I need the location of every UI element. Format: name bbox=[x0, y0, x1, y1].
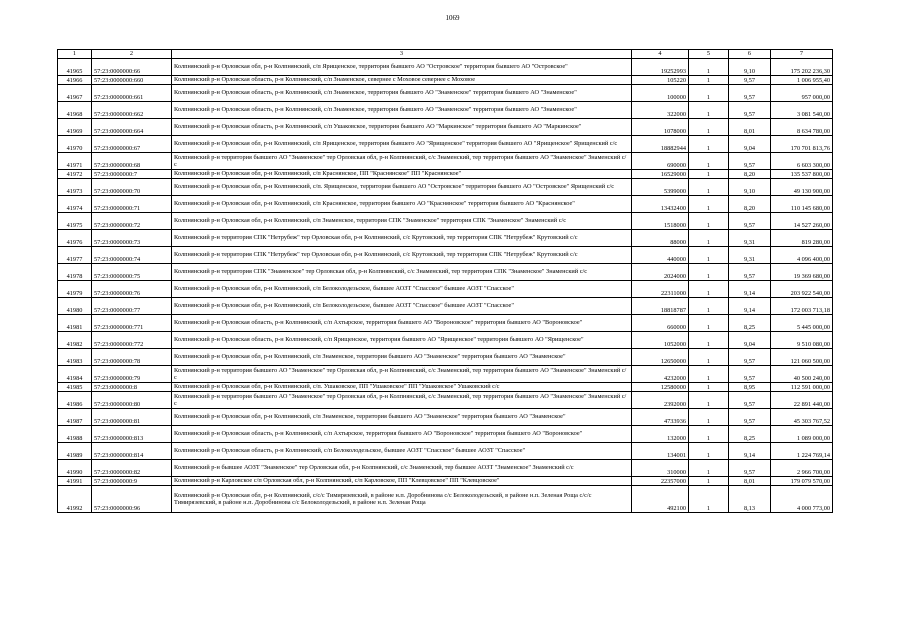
sum-value: 2 966 700,00 bbox=[771, 460, 833, 477]
cadastral-number: 57:23:0000000:79 bbox=[92, 366, 172, 383]
table-row bbox=[58, 443, 833, 460]
cadastral-number: 57:23:0000000:72 bbox=[92, 213, 172, 230]
area-value: 18882944 bbox=[632, 136, 689, 153]
area-value: 2024000 bbox=[632, 264, 689, 281]
table-row bbox=[58, 460, 833, 477]
coefficient-value: 1 bbox=[689, 281, 729, 298]
area-value: 5399000 bbox=[632, 179, 689, 196]
rate-value: 9,57 bbox=[729, 409, 771, 426]
area-value: 492100 bbox=[632, 486, 689, 513]
sum-value: 49 130 900,00 bbox=[771, 179, 833, 196]
sum-value: 957 000,00 bbox=[771, 85, 833, 102]
table-row bbox=[58, 102, 833, 119]
coefficient-value: 1 bbox=[689, 153, 729, 170]
area-value: 12580000 bbox=[632, 383, 689, 392]
column-header: 3 bbox=[172, 50, 632, 59]
sum-value: 170 701 813,76 bbox=[771, 136, 833, 153]
table-row bbox=[58, 85, 833, 102]
coefficient-value: 1 bbox=[689, 76, 729, 85]
table-row bbox=[58, 409, 833, 426]
cadastral-number: 57:23:0000000:80 bbox=[92, 392, 172, 409]
sum-value: 179 079 570,00 bbox=[771, 477, 833, 486]
row-number: 41981 bbox=[58, 315, 92, 332]
address-description: Колпнянский р-н Орловская область, р-н Колпнянский, с/п Знаменское, севернее с Моховое севернее с Моховое bbox=[172, 76, 632, 85]
area-value: 132000 bbox=[632, 426, 689, 443]
rate-value: 9,57 bbox=[729, 153, 771, 170]
sum-value: 135 537 800,00 bbox=[771, 170, 833, 179]
area-value: 4733936 bbox=[632, 409, 689, 426]
column-header: 4 bbox=[632, 50, 689, 59]
coefficient-value: 1 bbox=[689, 179, 729, 196]
cadastral-number: 57:23:0000000:71 bbox=[92, 196, 172, 213]
cadastral-number: 57:23:0000000:70 bbox=[92, 179, 172, 196]
cadastral-number: 57:23:0000000:660 bbox=[92, 76, 172, 85]
coefficient-value: 1 bbox=[689, 264, 729, 281]
land-plots-table bbox=[57, 49, 833, 513]
sum-value: 1 224 769,14 bbox=[771, 443, 833, 460]
area-value: 19252993 bbox=[632, 59, 689, 76]
sum-value: 14 527 260,00 bbox=[771, 213, 833, 230]
address-description: Колпнянский р-н Орловская обл, р-н Колпнянский, с/п. Ярищенское, территория бывшего АО "Островское" территория бывшего АО "Островское" Ярищенский с/с bbox=[172, 179, 632, 196]
area-value: 322000 bbox=[632, 102, 689, 119]
rate-value: 9,57 bbox=[729, 366, 771, 383]
table-row bbox=[58, 486, 833, 513]
area-value: 105220 bbox=[632, 76, 689, 85]
cadastral-number: 57:23:0000000:78 bbox=[92, 349, 172, 366]
coefficient-value: 1 bbox=[689, 460, 729, 477]
row-number: 41973 bbox=[58, 179, 92, 196]
row-number: 41968 bbox=[58, 102, 92, 119]
rate-value: 9,57 bbox=[729, 213, 771, 230]
row-number: 41990 bbox=[58, 460, 92, 477]
area-value: 660000 bbox=[632, 315, 689, 332]
area-value: 22311000 bbox=[632, 281, 689, 298]
address-description: Колпнянский р-н территория СПК "Нетрубеж" тер Орловская обл, р-н Колпнянский, с/с Крутовский, тер территория СПК "Нетрубеж" Крутовский с/с bbox=[172, 247, 632, 264]
rate-value: 8,13 bbox=[729, 486, 771, 513]
table-row bbox=[58, 230, 833, 247]
sum-value: 3 081 540,00 bbox=[771, 102, 833, 119]
address-description: Колпнянский р-н территория СПК "Знаменское" тер Орловская обл, р-н Колпнянский, с/с Знаменский, тер территория СПК "Знаменское" Знаменский с/с bbox=[172, 264, 632, 281]
column-header: 2 bbox=[92, 50, 172, 59]
rate-value: 9,10 bbox=[729, 179, 771, 196]
cadastral-number: 57:23:0000000:82 bbox=[92, 460, 172, 477]
coefficient-value: 1 bbox=[689, 426, 729, 443]
address-description: Колпнянский р-н Орловская область, р-н Колпнянский, с/п Ярищенское, территория бывшего АО "Ярищенское" территория бывшего АО "Ярищенское" bbox=[172, 332, 632, 349]
cadastral-number: 57:23:0000000:66 bbox=[92, 59, 172, 76]
cadastral-number: 57:23:0000000:81 bbox=[92, 409, 172, 426]
address-description: Колпнянский р-н Орловская обл, р-н Колпнянский, с/п Ярищенское, территория бывшего АО "Ярищенское" территория бывшего АО "Ярищенское" Ярищенский с/с bbox=[172, 136, 632, 153]
area-value: 690000 bbox=[632, 153, 689, 170]
row-number: 41983 bbox=[58, 349, 92, 366]
cadastral-number: 57:23:0000000:76 bbox=[92, 281, 172, 298]
column-header: 1 bbox=[58, 50, 92, 59]
coefficient-value: 1 bbox=[689, 298, 729, 315]
row-number: 41991 bbox=[58, 477, 92, 486]
table-row bbox=[58, 315, 833, 332]
sum-value: 9 510 080,00 bbox=[771, 332, 833, 349]
cadastral-number: 57:23:0000000:772 bbox=[92, 332, 172, 349]
table-row bbox=[58, 153, 833, 170]
address-description: Колпнянский р-н территория бывшего АО "Знаменское" тер Орловская обл, р-н Колпнянский, с/с Знаменский, тер территория бывшего АО "Знаменское" Знаменский с/с bbox=[172, 366, 632, 383]
rate-value: 8,25 bbox=[729, 315, 771, 332]
rate-value: 9,31 bbox=[729, 247, 771, 264]
table-row bbox=[58, 426, 833, 443]
address-description: Колпнянский р-н Орловская обл, р-н Колпнянский, с/п Белоколодезьское, бывшее АОЗТ "Спасское" бывшее АОЗТ "Спасское" bbox=[172, 281, 632, 298]
sum-value: 4 000 773,00 bbox=[771, 486, 833, 513]
page-number: 1069 bbox=[445, 14, 460, 22]
coefficient-value: 1 bbox=[689, 119, 729, 136]
row-number: 41971 bbox=[58, 153, 92, 170]
rate-value: 9,57 bbox=[729, 460, 771, 477]
rate-value: 9,14 bbox=[729, 281, 771, 298]
coefficient-value: 1 bbox=[689, 247, 729, 264]
address-description: Колпнянский р-н бывшее АОЗТ "Знаменское" тер Орловская обл, р-н Колпнянский, с/с Знаменский, тер бывшее АОЗТ "Знаменское" Знаменский с/с bbox=[172, 460, 632, 477]
rate-value: 9,57 bbox=[729, 392, 771, 409]
address-description: Колпнянский р-н Орловская область, р-н Колпнянский, с/п Ахтырское, территория бывшего АО "Вороновское" территория бывшего АО "Вороновское" bbox=[172, 426, 632, 443]
cadastral-number: 57:23:0000000:67 bbox=[92, 136, 172, 153]
area-value: 18818787 bbox=[632, 298, 689, 315]
sum-value: 5 445 000,00 bbox=[771, 315, 833, 332]
rate-value: 9,10 bbox=[729, 59, 771, 76]
sum-value: 4 096 400,00 bbox=[771, 247, 833, 264]
table-row bbox=[58, 247, 833, 264]
cadastral-number: 57:23:0000000:75 bbox=[92, 264, 172, 281]
table-row bbox=[58, 264, 833, 281]
sum-value: 40 500 240,00 bbox=[771, 366, 833, 383]
rate-value: 9,57 bbox=[729, 264, 771, 281]
table-row bbox=[58, 136, 833, 153]
area-value: 440000 bbox=[632, 247, 689, 264]
coefficient-value: 1 bbox=[689, 196, 729, 213]
rate-value: 9,57 bbox=[729, 85, 771, 102]
row-number: 41977 bbox=[58, 247, 92, 264]
coefficient-value: 1 bbox=[689, 332, 729, 349]
coefficient-value: 1 bbox=[689, 59, 729, 76]
cadastral-number: 57:23:0000000:771 bbox=[92, 315, 172, 332]
rate-value: 9,57 bbox=[729, 102, 771, 119]
area-value: 134001 bbox=[632, 443, 689, 460]
area-value: 310000 bbox=[632, 460, 689, 477]
rate-value: 9,31 bbox=[729, 230, 771, 247]
address-description: Колпнянский р-н Орловская область, р-н Колпнянский, с/п Ахтырское, территория бывшего АО "Вороновское" территория бывшего АО "Вороновское" bbox=[172, 315, 632, 332]
row-number: 41989 bbox=[58, 443, 92, 460]
sum-value: 175 202 236,30 bbox=[771, 59, 833, 76]
area-value: 1518000 bbox=[632, 213, 689, 230]
row-number: 41972 bbox=[58, 170, 92, 179]
coefficient-value: 1 bbox=[689, 213, 729, 230]
rate-value: 8,20 bbox=[729, 170, 771, 179]
cadastral-number: 57:23:0000000:77 bbox=[92, 298, 172, 315]
row-number: 41988 bbox=[58, 426, 92, 443]
row-number: 41992 bbox=[58, 486, 92, 513]
table-row bbox=[58, 213, 833, 230]
sum-value: 121 060 500,00 bbox=[771, 349, 833, 366]
area-value: 88000 bbox=[632, 230, 689, 247]
table-row bbox=[58, 477, 833, 486]
coefficient-value: 1 bbox=[689, 486, 729, 513]
address-description: Колпнянский р-н Орловская обл, р-н Колпнянский, с/п Ярищенское, территория бывшего АО "Островское" территория бывшего АО "Островское" bbox=[172, 59, 632, 76]
cadastral-number: 57:23:0000000:73 bbox=[92, 230, 172, 247]
area-value: 1052000 bbox=[632, 332, 689, 349]
column-header: 7 bbox=[771, 50, 833, 59]
rate-value: 9,57 bbox=[729, 349, 771, 366]
header-row bbox=[58, 50, 833, 59]
coefficient-value: 1 bbox=[689, 102, 729, 119]
rate-value: 8,20 bbox=[729, 196, 771, 213]
address-description: Колпнянский р-н Орловская обл, р-н Колпнянский, с/п Краснянское, территория бывшего АО "Краснянское" территория бывшего АО "Краснянское" bbox=[172, 196, 632, 213]
row-number: 41978 bbox=[58, 264, 92, 281]
table-row bbox=[58, 170, 833, 179]
table-row bbox=[58, 366, 833, 383]
rate-value: 9,14 bbox=[729, 298, 771, 315]
coefficient-value: 1 bbox=[689, 170, 729, 179]
row-number: 41966 bbox=[58, 76, 92, 85]
rate-value: 8,01 bbox=[729, 477, 771, 486]
area-value: 2392000 bbox=[632, 392, 689, 409]
address-description: Колпнянский р-н Орловская область, р-н Колпнянский, с/п Знаменское, территория бывшего АО "Знаменское" территория бывшего АО "Знаменское" bbox=[172, 102, 632, 119]
cadastral-number: 57:23:0000000:664 bbox=[92, 119, 172, 136]
cadastral-number: 57:23:0000000:814 bbox=[92, 443, 172, 460]
cadastral-number: 57:23:0000000:8 bbox=[92, 383, 172, 392]
cadastral-number: 57:23:0000000:661 bbox=[92, 85, 172, 102]
sum-value: 22 891 440,00 bbox=[771, 392, 833, 409]
row-number: 41965 bbox=[58, 59, 92, 76]
table-row bbox=[58, 179, 833, 196]
address-description: Колпнянский р-н Орловская обл, р-н Колпнянский, с/п Знаменское, территория бывшего АО "Знаменское" территория бывшего АО "Знаменское" bbox=[172, 349, 632, 366]
address-description: Колпнянский р-н Орловская область, р-н Колпнянский, с/п Белоколодезьское, бывшее АОЗТ "Спасское" бывшее АОЗТ "Спасское" bbox=[172, 443, 632, 460]
table-row bbox=[58, 76, 833, 85]
sum-value: 203 922 540,00 bbox=[771, 281, 833, 298]
row-number: 41967 bbox=[58, 85, 92, 102]
area-value: 4232000 bbox=[632, 366, 689, 383]
row-number: 41984 bbox=[58, 366, 92, 383]
coefficient-value: 1 bbox=[689, 230, 729, 247]
table-row bbox=[58, 349, 833, 366]
rate-value: 8,95 bbox=[729, 383, 771, 392]
address-description: Колпнянский р-н Орловская область, р-н Колпнянский, с/п Знаменское, территория бывшего АО "Знаменское" территория бывшего АО "Знаменское" bbox=[172, 85, 632, 102]
coefficient-value: 1 bbox=[689, 315, 729, 332]
address-description: Колпнянский р-н Орловская обл, р-н Колпнянский, с/п Белоколодезьское, бывшее АОЗТ "Спасское" бывшее АОЗТ "Спасское" bbox=[172, 298, 632, 315]
column-header: 6 bbox=[729, 50, 771, 59]
area-value: 13432400 bbox=[632, 196, 689, 213]
sum-value: 1 006 955,40 bbox=[771, 76, 833, 85]
sum-value: 110 145 680,00 bbox=[771, 196, 833, 213]
rate-value: 9,04 bbox=[729, 332, 771, 349]
cadastral-number: 57:23:0000000:96 bbox=[92, 486, 172, 513]
sum-value: 19 369 680,00 bbox=[771, 264, 833, 281]
table-row bbox=[58, 59, 833, 76]
sum-value: 112 591 000,00 bbox=[771, 383, 833, 392]
table-row bbox=[58, 119, 833, 136]
area-value: 1078000 bbox=[632, 119, 689, 136]
cadastral-number: 57:23:0000000:662 bbox=[92, 102, 172, 119]
table-row bbox=[58, 196, 833, 213]
area-value: 22357000 bbox=[632, 477, 689, 486]
cadastral-number: 57:23:0000000:7 bbox=[92, 170, 172, 179]
table-row bbox=[58, 392, 833, 409]
row-number: 41974 bbox=[58, 196, 92, 213]
address-description: Колпнянский р-н Карловское с/п Орловская обл, р-н Колпнянский, с/п Карловское, ПП "Клевцовское" ПП "Клевцовское" bbox=[172, 477, 632, 486]
row-number: 41969 bbox=[58, 119, 92, 136]
row-number: 41975 bbox=[58, 213, 92, 230]
coefficient-value: 1 bbox=[689, 366, 729, 383]
cadastral-number: 57:23:0000000:9 bbox=[92, 477, 172, 486]
row-number: 41986 bbox=[58, 392, 92, 409]
address-description: Колпнянский р-н Орловская обл, р-н Колпнянский, с/с/с Тимирязевский, в районе н.п. Доробнинова с/с Белоколодезьский, в районе н.п. Зеленая Роща с/с/с Тимирязевский, в районе н.п. Доробнинова с/с Белоколодезьский, в районе н.п. Зеленая Роща bbox=[172, 486, 632, 513]
row-number: 41970 bbox=[58, 136, 92, 153]
cadastral-number: 57:23:0000000:68 bbox=[92, 153, 172, 170]
address-description: Колпнянский р-н Орловская обл, р-н Колпнянский, с/п Знаменское, территория бывшего АО "Знаменское" территория бывшего АО "Знаменское" bbox=[172, 409, 632, 426]
sum-value: 6 603 300,00 bbox=[771, 153, 833, 170]
coefficient-value: 1 bbox=[689, 349, 729, 366]
row-number: 41979 bbox=[58, 281, 92, 298]
table-row bbox=[58, 298, 833, 315]
address-description: Колпнянский р-н Орловская обл, р-н Колпнянский, с/п Знаменское, территория СПК "Знаменское" территория СПК "Знаменское" Знаменский с/с bbox=[172, 213, 632, 230]
coefficient-value: 1 bbox=[689, 136, 729, 153]
cadastral-number: 57:23:0000000:813 bbox=[92, 426, 172, 443]
coefficient-value: 1 bbox=[689, 85, 729, 102]
row-number: 41980 bbox=[58, 298, 92, 315]
address-description: Колпнянский р-н территория бывшего АО "Знаменское" тер Орловская обл, р-н Колпнянский, с/с Знаменский, тер территория бывшего АО "Знаменское" Знаменский с/с bbox=[172, 392, 632, 409]
table-row bbox=[58, 383, 833, 392]
coefficient-value: 1 bbox=[689, 383, 729, 392]
area-value: 16529000 bbox=[632, 170, 689, 179]
table-row bbox=[58, 332, 833, 349]
sum-value: 819 280,00 bbox=[771, 230, 833, 247]
rate-value: 9,57 bbox=[729, 76, 771, 85]
column-header: 5 bbox=[689, 50, 729, 59]
coefficient-value: 1 bbox=[689, 443, 729, 460]
row-number: 41987 bbox=[58, 409, 92, 426]
area-value: 12650000 bbox=[632, 349, 689, 366]
coefficient-value: 1 bbox=[689, 392, 729, 409]
rate-value: 9,14 bbox=[729, 443, 771, 460]
row-number: 41985 bbox=[58, 383, 92, 392]
address-description: Колпнянский р-н территория СПК "Нетрубеж" тер Орловская обл, р-н Колпнянский, с/с Крутовский, тер территория СПК "Нетрубеж" Крутовский с/с bbox=[172, 230, 632, 247]
row-number: 41976 bbox=[58, 230, 92, 247]
cadastral-number: 57:23:0000000:74 bbox=[92, 247, 172, 264]
sum-value: 1 089 000,00 bbox=[771, 426, 833, 443]
sum-value: 8 634 780,00 bbox=[771, 119, 833, 136]
sum-value: 45 303 767,52 bbox=[771, 409, 833, 426]
sum-value: 172 003 713,18 bbox=[771, 298, 833, 315]
rate-value: 9,04 bbox=[729, 136, 771, 153]
rate-value: 8,01 bbox=[729, 119, 771, 136]
address-description: Колпнянский р-н Орловская обл, р-н Колпнянский, с/п. Ушаковское, ПП "Ушаковское" ПП "Ушаковское" Ушаковский с/с bbox=[172, 383, 632, 392]
rate-value: 8,25 bbox=[729, 426, 771, 443]
address-description: Колпнянский р-н территория бывшего АО "Знаменское" тер Орловская обл, р-н Колпнянский, с/с Знаменский, тер территория бывшего АО "Знаменское" Знаменский с/с bbox=[172, 153, 632, 170]
coefficient-value: 1 bbox=[689, 409, 729, 426]
coefficient-value: 1 bbox=[689, 477, 729, 486]
address-description: Колпнянский р-н Орловская обл, р-н Колпнянский, с/п Краснянское, ПП "Краснянское" ПП "Краснянское" bbox=[172, 170, 632, 179]
row-number: 41982 bbox=[58, 332, 92, 349]
address-description: Колпнянский р-н Орловская область, р-н Колпнянский, с/п Ушаковское, территория бывшего АО "Маркинское" территория бывшего АО "Маркинское" bbox=[172, 119, 632, 136]
area-value: 100000 bbox=[632, 85, 689, 102]
table-row bbox=[58, 281, 833, 298]
